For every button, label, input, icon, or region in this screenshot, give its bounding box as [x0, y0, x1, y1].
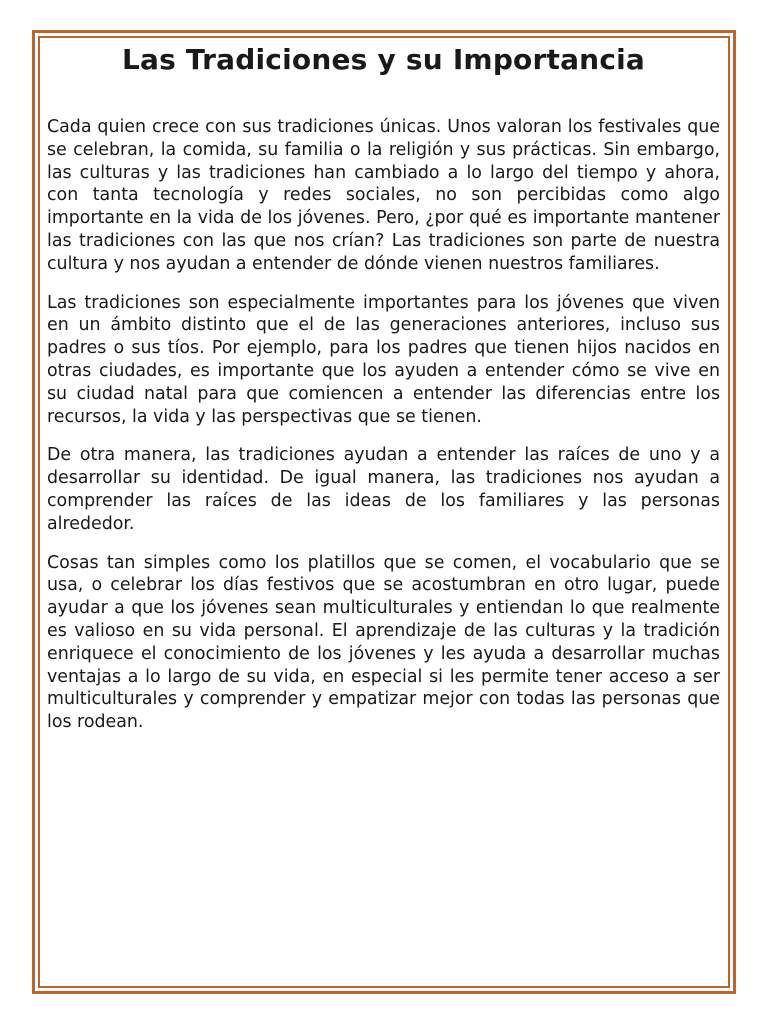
document-body [47, 42, 720, 750]
paragraph-1: Cada quien crece con sus tradiciones únicas. Unos valoran los festivales que se celebran, la comida, su familia o la religión y sus prácticas. Sin embargo, las culturas y las tradiciones han cambiado a lo largo del tiempo y ahora, con tanta tecnología y redes sociales, no son percibidas como algo importante en la vida de los jóvenes. Pero, ¿por qué es importante mantener las tradiciones con las que nos crían? Las tradiciones son parte de nuestra cultura y nos ayudan a entender de dónde vienen nuestros familiares. [47, 117, 720, 274]
paragraph-4: Cosas tan simples como los platillos que se comen, el vocabulario que se usa, o celebrar los días festivos que se acostumbran en otro lugar, puede ayudar a que los jóvenes sean multiculturales y entiendan lo que realmente es valioso en su vida personal. El aprendizaje de las culturas y la tradición enriquece el conocimiento de los jóvenes y les ayuda a desarrollar muchas ventajas a lo largo de su vida, en especial si les permite tener acceso a ser multiculturales y comprender y empatizar mejor con todas las personas que los rodean. [47, 552, 720, 733]
paragraph-2: Las tradiciones son especialmente importantes para los jóvenes que viven en un ámbito distinto que el de las generaciones anteriores, incluso sus padres o sus tíos. Por ejemplo, para los padres que tienen hijos nacidos en otras ciudades, es importante que los ayuden a entender cómo se vive en su ciudad natal para que comiencen a entender las diferencias entre los recursos, la vida y las perspectivas que se tienen. [47, 292, 720, 427]
paragraph-3: De otra manera, las tradiciones ayudan a entender las raíces de uno y a desarrollar su identidad. De igual manera, las tradiciones nos ayudan a comprender las raíces de las ideas de los familiares y las personas alrededor. [47, 445, 720, 534]
document-title: Las Tradiciones y su Importancia [121, 43, 646, 76]
paragraph-list [47, 116, 720, 734]
